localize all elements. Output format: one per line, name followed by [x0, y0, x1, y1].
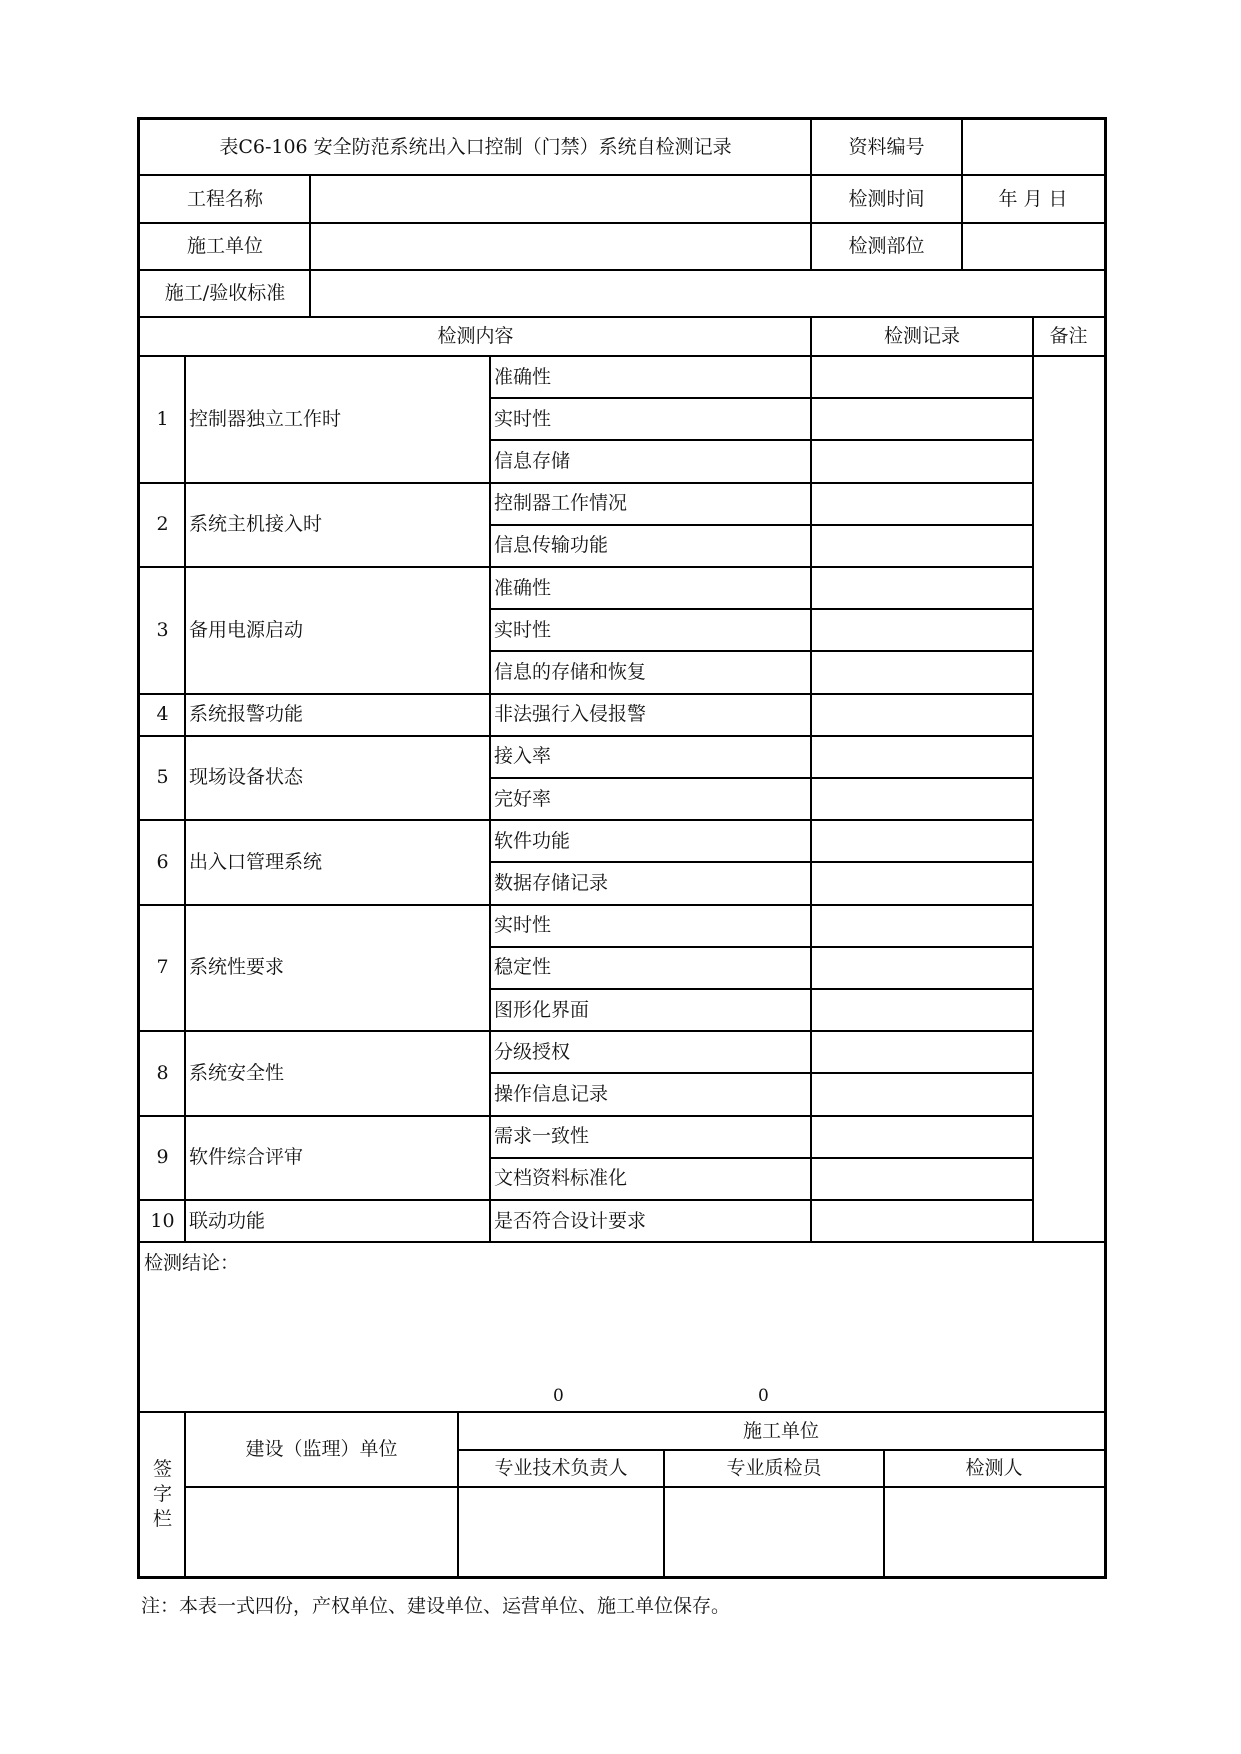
- item-number: 10: [150, 1209, 175, 1232]
- rule-line: [1032, 317, 1034, 356]
- standard-label: 施工/验收标准: [164, 282, 286, 304]
- check-group-name: 软件综合评审: [189, 1146, 304, 1169]
- check-item: 信息的存储和恢复: [494, 660, 647, 683]
- project-name-label: 工程名称: [186, 187, 263, 210]
- check-location-field[interactable]: [962, 223, 1104, 270]
- rule-line: [184, 356, 186, 1242]
- tech-lead-label: 专业技术负责人: [494, 1457, 628, 1480]
- check-record-field[interactable]: [811, 694, 1033, 736]
- check-record-field[interactable]: [811, 905, 1033, 947]
- check-item: 信息传输功能: [494, 534, 609, 557]
- conclusion-label: 检测结论：: [144, 1252, 240, 1275]
- check-item: 准确性: [494, 576, 552, 599]
- qc-label: 专业质检员: [726, 1457, 822, 1480]
- check-record-field[interactable]: [811, 989, 1033, 1031]
- check-record-field[interactable]: [811, 1073, 1033, 1115]
- check-record-field[interactable]: [811, 1200, 1033, 1242]
- check-group-name: 联动功能: [189, 1209, 266, 1232]
- record-no-label: 资料编号: [848, 136, 925, 158]
- check-item: 实时性: [494, 407, 552, 430]
- check-item: 实时性: [494, 618, 552, 641]
- check-record-field[interactable]: [811, 778, 1033, 820]
- check-location-label: 检测部位: [848, 235, 925, 257]
- check-group-name: 控制器独立工作时: [189, 407, 342, 430]
- column-header-record: 检测记录: [883, 325, 960, 347]
- item-number: 1: [156, 407, 169, 430]
- check-record-field[interactable]: [811, 736, 1033, 778]
- check-record-field[interactable]: [811, 483, 1033, 525]
- check-record-field[interactable]: [811, 398, 1033, 440]
- inspector-signature-field[interactable]: [884, 1487, 1104, 1576]
- check-record-field[interactable]: [811, 525, 1033, 567]
- check-item: 完好率: [494, 787, 552, 810]
- column-header-remark: 备注: [1049, 325, 1088, 347]
- check-group-name: 出入口管理系统: [189, 850, 323, 873]
- check-record-field[interactable]: [811, 651, 1033, 693]
- check-item: 数据存储记录: [494, 871, 609, 894]
- check-group-name: 备用电源启动: [189, 618, 304, 641]
- owner-label: 建设（监理）单位: [245, 1438, 398, 1461]
- check-record-field[interactable]: [811, 356, 1033, 398]
- remark-field[interactable]: [1033, 356, 1104, 1242]
- rule-line: [810, 120, 812, 270]
- item-number: 2: [156, 513, 169, 536]
- item-number: 6: [156, 850, 169, 873]
- check-item: 准确性: [494, 365, 552, 388]
- check-item: 操作信息记录: [494, 1082, 609, 1105]
- check-record-field[interactable]: [811, 947, 1033, 989]
- item-number: 5: [156, 766, 169, 789]
- item-number: 9: [156, 1146, 169, 1169]
- check-record-field[interactable]: [811, 440, 1033, 482]
- check-record-field[interactable]: [811, 567, 1033, 609]
- rule-line: [961, 120, 963, 270]
- check-item: 文档资料标准化: [494, 1167, 628, 1190]
- form-title: 表C6-106 安全防范系统出入口控制（门禁）系统自检测记录: [219, 136, 732, 158]
- check-item: 信息存储: [494, 449, 571, 472]
- qc-signature-field[interactable]: [664, 1487, 884, 1576]
- signature-section-char: 栏: [152, 1507, 172, 1530]
- check-item: 实时性: [494, 914, 552, 937]
- check-item: 控制器工作情况: [494, 492, 628, 515]
- rule-line: [810, 317, 812, 356]
- check-group-name: 系统报警功能: [189, 703, 304, 726]
- contractor-sign-label: 施工单位: [742, 1419, 819, 1442]
- check-item: 非法强行入侵报警: [494, 703, 647, 726]
- signature-section-char: 签: [152, 1457, 172, 1480]
- inspector-label: 检测人: [965, 1457, 1023, 1480]
- check-record-field[interactable]: [811, 862, 1033, 904]
- record-no-field[interactable]: [962, 120, 1104, 175]
- standard-field[interactable]: [310, 270, 1104, 317]
- rule-line: [309, 175, 311, 317]
- check-record-field[interactable]: [811, 1116, 1033, 1158]
- check-record-field[interactable]: [811, 609, 1033, 651]
- owner-signature-field[interactable]: [185, 1487, 458, 1576]
- tech-lead-signature-field[interactable]: [458, 1487, 664, 1576]
- item-number: 4: [156, 703, 169, 726]
- check-item: 稳定性: [494, 956, 552, 979]
- check-time-label: 检测时间: [848, 187, 925, 210]
- check-record-field[interactable]: [811, 820, 1033, 862]
- check-item: 需求一致性: [494, 1125, 590, 1148]
- contractor-field[interactable]: [310, 223, 811, 270]
- item-number: 7: [156, 956, 169, 979]
- column-header-content: 检测内容: [437, 325, 514, 347]
- inspection-record-form: [137, 117, 1107, 1579]
- check-time-field[interactable]: 年 月 日: [998, 187, 1068, 210]
- check-item: 软件功能: [494, 829, 571, 852]
- check-item: 分级授权: [494, 1040, 571, 1063]
- check-record-field[interactable]: [811, 1158, 1033, 1200]
- contractor-label: 施工单位: [186, 235, 263, 257]
- check-group-name: 现场设备状态: [189, 766, 304, 789]
- check-item: 图形化界面: [494, 998, 590, 1021]
- check-group-name: 系统安全性: [189, 1061, 285, 1084]
- signature-section-char: 字: [152, 1482, 172, 1505]
- check-item: 是否符合设计要求: [494, 1209, 647, 1232]
- rule-line: [810, 356, 812, 1242]
- item-number: 3: [156, 618, 169, 641]
- form-footnote: 注：本表一式四份，产权单位、建设单位、运营单位、施工单位保存。: [141, 1595, 731, 1617]
- conclusion-value: 0: [553, 1386, 564, 1407]
- check-item: 接入率: [494, 745, 552, 768]
- rule-line: [489, 356, 491, 1242]
- check-record-field[interactable]: [811, 1031, 1033, 1073]
- form-grid: [140, 120, 1104, 1576]
- project-name-field[interactable]: [310, 175, 811, 223]
- signature-section-label: [140, 1412, 185, 1576]
- conclusion-value: 0: [758, 1386, 769, 1407]
- check-group-name: 系统主机接入时: [189, 513, 323, 536]
- item-number: 8: [156, 1061, 169, 1084]
- check-group-name: 系统性要求: [189, 956, 285, 979]
